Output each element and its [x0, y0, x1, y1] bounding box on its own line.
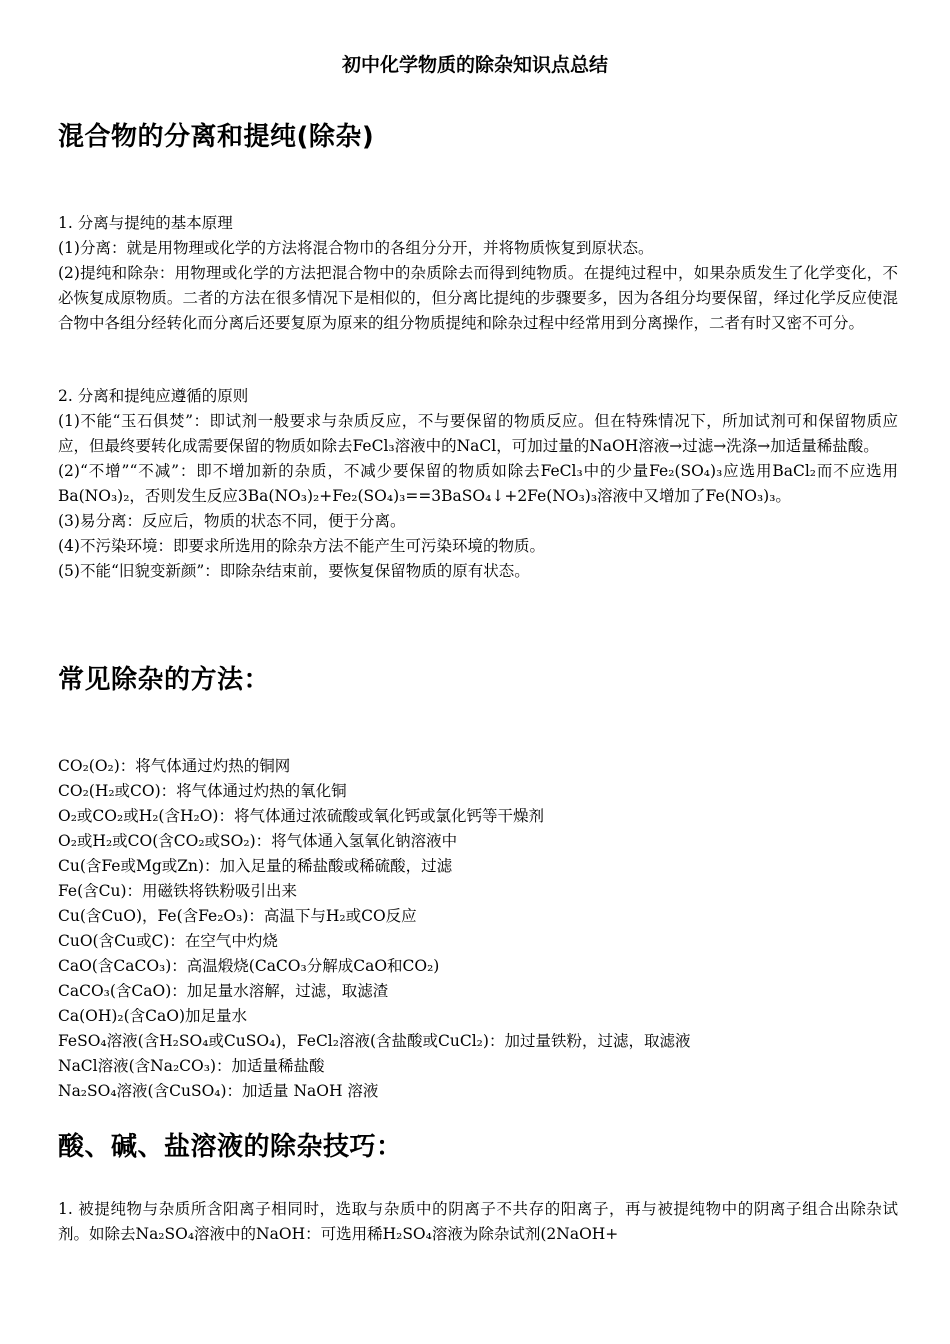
document-title: 初中化学物质的除杂知识点总结: [341, 54, 608, 76]
paragraph-heading: 1. 分离与提纯的基本原理: [58, 214, 233, 232]
section-heading-separation: 混合物的分离和提纯(除杂): [58, 122, 375, 152]
paragraph: (2)“不增”“不减”：即不增加新的杂质，不减少要保留的物质如除去FeCl₃中的少量Fe₂(SO₄)₃应选用BaCl₂而不应选用Ba(NO₃)₂，否则发生反应3Ba(NO₃)₂+Fe₂(SO₄)₃==3BaSO₄↓+2Fe(NO₃)₃溶液中又增加了Fe(NO₃)₃。: [58, 462, 898, 505]
paragraph: (3)易分离：反应后，物质的状态不同，便于分离。: [58, 512, 406, 530]
section-heading-methods: 常见除杂的方法：: [58, 665, 271, 695]
list-item: Ca(OH)₂(含CaO)加足量水: [58, 1007, 248, 1025]
list-item: CO₂(H₂或CO)：将气体通过灼热的氧化铜: [58, 782, 347, 800]
rules-block: [58, 384, 898, 584]
list-item: O₂或H₂或CO(含CO₂或SO₂)：将气体通入氢氧化钠溶液中: [58, 832, 458, 850]
list-item: Fe(含Cu)：用磁铁将铁粉吸引出来: [58, 882, 298, 900]
techniques-block: [58, 1197, 898, 1247]
list-item: Cu(含CuO)，Fe(含Fe₂O₃)：高温下与H₂或CO反应: [58, 907, 417, 925]
list-item: Na₂SO₄溶液(含CuSO₄)：加适量 NaOH 溶液: [58, 1082, 379, 1100]
paragraph: (5)不能“旧貌变新颜”：即除杂结束前，要恢复保留物质的原有状态。: [58, 562, 530, 580]
section-heading-techniques: 酸、碱、盐溶液的除杂技巧：: [58, 1132, 403, 1162]
list-item: NaCl溶液(含Na₂CO₃)：加适量稀盐酸: [58, 1057, 325, 1075]
paragraph: (1)分离：就是用物理或化学的方法将混合物巾的各组分分开，并将物质恢复到原状态。: [58, 239, 654, 257]
paragraph: 1. 被提纯物与杂质所含阳离子相同时，选取与杂质中的阴离子不共存的阳离子，再与被提纯物中的阴离子组合出除杂试剂。如除去Na₂SO₄溶液中的NaOH：可选用稀H₂SO₄溶液为除杂试剂(2NaOH+: [58, 1200, 898, 1243]
paragraph-heading: 2. 分离和提纯应遵循的原则: [58, 387, 249, 405]
principles-block: [58, 211, 898, 336]
paragraph: (4)不污染环境：即要求所选用的除杂方法不能产生可污染环境的物质。: [58, 537, 545, 555]
list-item: CuO(含Cu或C)：在空气中灼烧: [58, 932, 278, 950]
list-item: CaO(含CaCO₃)：高温煅烧(CaCO₃分解成CaO和CO₂): [58, 957, 440, 975]
list-item: CO₂(O₂)：将气体通过灼热的铜网: [58, 757, 291, 775]
list-item: CaCO₃(含CaO)：加足量水溶解，过滤，取滤渣: [58, 982, 389, 1000]
list-item: Cu(含Fe或Mg或Zn)：加入足量的稀盐酸或稀硫酸，过滤: [58, 857, 453, 875]
paragraph: (1)不能“玉石俱焚”：即试剂一般要求与杂质反应，不与要保留的物质反应。但在特殊情况下，所加试剂可和保留物质应应，但最终要转化成需要保留的物质如除去FeCl₃溶液中的NaCl，可加过量的NaOH溶液→过滤→洗涤→加适量稀盐酸。: [58, 412, 898, 455]
paragraph: (2)提纯和除杂：用物理或化学的方法把混合物中的杂质除去而得到纯物质。在提纯过程中，如果杂质发生了化学变化，不必恢复成原物质。二者的方法在很多情况下是相似的，但分离比提纯的步骤要多，因为各组分均要保留，绎过化学反应使混合物中各组分经转化而分离后还要复原为原来的组分物质提纯和除杂过程中经常用到分离操作，二者有时又密不可分。: [58, 264, 898, 332]
list-item: FeSO₄溶液(含H₂SO₄或CuSO₄)，FeCl₂溶液(含盐酸或CuCl₂)：加过量铁粉，过滤，取滤液: [58, 1032, 691, 1050]
list-item: O₂或CO₂或H₂(含H₂O)：将气体通过浓硫酸或氧化钙或氯化钙等干燥剂: [58, 807, 544, 825]
methods-list: [58, 754, 898, 1104]
